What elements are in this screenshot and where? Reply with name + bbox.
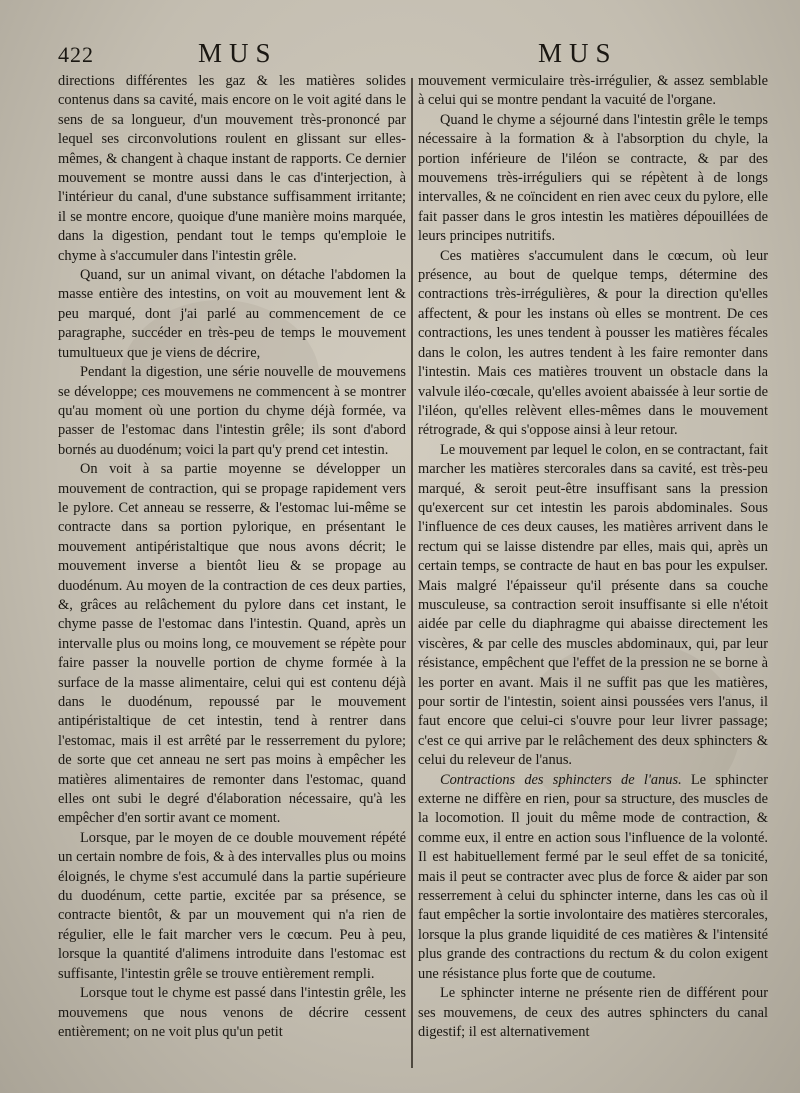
paragraph: Le sphincter interne ne présente rien de différent pour ses mouvemens, de ceux des autres sphincters du canal digestif; il est alternativement: [418, 985, 768, 1040]
paragraph: directions différentes les gaz & les matières solides contenus dans sa cavité, mais encore on le voit agité dans le sens de sa longueur, d'un mouvement très-prononcé par lequel ses circonvolutions roulent en glissant sur elles-mêmes, & changent à chaque instant de rapports. Ce dernier mouvement se montre aussi dans le cas d'interjection, à l'intérieur du canal, d'une substance suffisamment irritante; il se montre encore, quoique d'une manière moins marquée, dans la digestion, pendant tout le temps qu'emploie le chyme à s'accumuler dans l'intestin grêle.: [58, 73, 406, 264]
running-head-right: MUS: [538, 38, 618, 68]
page-number: 422: [58, 42, 94, 67]
paragraph: Pendant la digestion, une série nouvelle de mouvemens se développe; ces mouvemens ne commencent à se montrer qu'au moment où une portion du chyme déjà formée, va passer de l'estomac dans l'intestin grêle; ils sont d'abord bornés au duodénum; voici la part qu'y prend cet intestin.: [58, 364, 406, 458]
paragraph: Ces matières s'accumulent dans le cœcum, où leur présence, au bout de quelque temps, détermine des contractions très-irrégulières, & pour la direction qu'elles affectent, & pour les instans où elles se montrent. De ces contractions, les unes tendent à pousser les matières fécales dans le colon, les autres tendent à les faire remonter dans l'intestin. Mais ces matières trouvent un obstacle dans la valvule iléo-cœcale, qu'elles avoient abaissée à leur sortie de l'iléon, qu'elles relèvent elles-mêmes dans le mouvement rétrograde, & qui s'oppose ainsi à leur retour.: [418, 247, 768, 439]
running-head-left: MUS: [198, 38, 278, 68]
column-divider: [411, 78, 413, 1068]
paragraph-body: Le sphincter externe ne diffère en rien, pour sa structure, des muscles de la locomotion. Il jouit du même mode de contraction, & comme eux, il entre en action sous l'influence de la volonté. Il est habituellement fermé par le seul effet de sa tonicité, mais il peut se contracter avec plus de force & aider par son resserrement à celui du sphincter interne, dans les cas où il faut empêcher la sortie involontaire des matières stercorales, lorsque la plus grande liquidité de ces matières & l'intensité plus grande des contractions du rectum & du colon exigent une résistance plus forte que de coutume.: [418, 771, 768, 982]
paragraph: Le mouvement par lequel le colon, en se contractant, fait marcher les matières stercorales dans sa cavité, est très-peu marqué, & seroit peut-être insuffisant sans la pression qu'exercent sur cet intestin les parois abdominales. Sous l'influence de ces deux causes, les matières arrivent dans le rectum qui se laisse distendre par elles, mais qui, après un certain temps, se contracte de haut en bas pour les expulser. Mais malgré l'épaisseur qu'il présente dans sa couche musculeuse, sa contraction seroit insuffisante si elle n'étoit aidée par celle du diaphragme qui abaisse directement les viscères, & par celle des muscles abdominaux, qui, par leur résistance, empêchent que l'effet de la pression ne se borne à les porter en avant. Mais il ne suffit pas que les matières, pour sortir de l'intestin, soient ainsi poussées vers l'anus, il faut encore que celui-ci s'ouvre pour leur livrer passage; c'est ce qui arrive par le relâchement des deux sphincters & celui du releveur de l'anus.: [418, 441, 768, 769]
right-column: [418, 72, 768, 1072]
section-heading: Contractions des sphincters de l'anus.: [440, 771, 682, 788]
paragraph: Lorsque tout le chyme est passé dans l'intestin grêle, les mouvemens que nous venons de décrire cessent entièrement; on ne voit plus qu'un petit: [58, 985, 406, 1040]
page-header: [58, 36, 772, 72]
paragraph: mouvement vermiculaire très-irrégulier, & assez semblable à celui qui se montre pendant la vacuité de l'organe.: [418, 73, 768, 109]
paragraph: Lorsque, par le moyen de ce double mouvement répété un certain nombre de fois, & à des intervalles plus ou moins éloignés, le chyme s'est accumulé dans la partie supérieure du duodénum, cette partie, excitée par sa présence, se contracte bientôt, & par un mouvement qui n'a rien de régulier, elle le fait marcher vers le cœcum. Peu à peu, lorsque la quantité d'alimens introduite dans l'estomac est suffisante, l'intestin grêle se trouve entièrement rempli.: [58, 829, 406, 982]
left-column: [58, 72, 406, 1072]
paragraph: Quand, sur un animal vivant, on détache l'abdomen la masse entière des intestins, on voit au mouvement lent & peu marqué, dont j'ai parlé au commencement de ce paragraphe, succéder en très-peu de temps le mouvement tumultueux que je viens de décrire,: [58, 267, 406, 361]
paragraph: Quand le chyme a séjourné dans l'intestin grêle le temps nécessaire à la formation & à l'absorption du chyle, la portion inférieure de l'iléon se contracte, & par des mouvemens très-irréguliers qui se répètent à de longs intervalles, & ne coïncident en rien avec ceux du pylore, elle fait passer dans le gros intestin les matières dépouillées de leurs principes nutritifs.: [418, 111, 768, 245]
paragraph: On voit à sa partie moyenne se développer un mouvement de contraction, qui se propage rapidement vers le pylore. Cet anneau se resserre, & l'estomac lui-même se contracte dans sa portion pylorique, en présentant le mouvement antipéristaltique que nous avons décrit; le mouvement inverse a bientôt lieu & se propage au duodénum. Au moyen de la contraction de ces deux parties, &, grâces au relâchement du pylore dans cet instant, le chyme passe de l'estomac dans l'intestin. Quand, après un intervalle plus ou moins long, ce mouvement se répète pour faire passer la nouvelle portion de chyme formée à la surface de la masse alimentaire, celui qui est contenu déjà dans le duodénum, repoussé par le mouvement antipéristaltique de cet intestin, tend à rentrer dans l'estomac, mais il est arrêté par le resserrement du pylore; de sorte que cet anneau ne sert pas moins à empêcher les matières alimentaires de remonter dans l'estomac, quand elles ont subi le degré d'élaboration nécessaire, qu'à les empêcher d'en sortir avant ce moment.: [58, 461, 406, 827]
paragraph-sphincters: [418, 771, 768, 984]
